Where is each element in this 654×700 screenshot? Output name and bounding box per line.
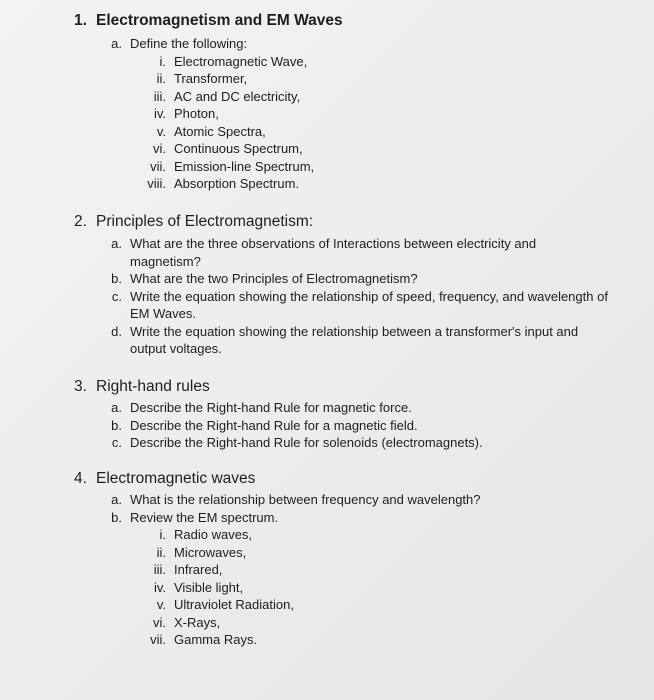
list-text: Describe the Right-hand Rule for solenoids (electromagnets). [130, 435, 483, 450]
list-text: Describe the Right-hand Rule for a magnetic field. [130, 417, 418, 433]
sub-list-text: Visible light, [174, 579, 244, 595]
sub-list-text: Absorption Spectrum. [174, 176, 300, 191]
section-3 [74, 377, 610, 452]
sub-list-text: Radio waves, [174, 527, 253, 542]
sub-list-marker: iv. [153, 579, 166, 595]
sub-list-text: Microwaves, [174, 544, 247, 560]
list-marker: b. [111, 417, 122, 433]
section-number: 3. [74, 378, 87, 395]
section-number: 2. [74, 213, 87, 230]
sub-list-item [74, 53, 343, 71]
list-marker: a. [111, 36, 122, 51]
list-item [74, 491, 610, 509]
sub-list-item [74, 631, 610, 649]
list-text: What are the three observations of Interactions between electricity and magnetism? [130, 236, 537, 269]
section-title: Principles of Electromagnetism: [96, 213, 314, 230]
list-text: Define the following: [130, 36, 248, 51]
sub-list-item [74, 614, 610, 632]
list-item [74, 235, 610, 270]
sub-list-text: X-Rays, [174, 614, 221, 630]
list-marker: b. [111, 509, 122, 525]
list-marker: a. [111, 236, 122, 251]
list-text: Review the EM spectrum. [130, 509, 279, 525]
section-1 [74, 11, 343, 193]
sub-list-item [74, 596, 610, 614]
list-item [74, 509, 610, 527]
sub-list-marker: ii. [156, 544, 166, 560]
list-item [74, 434, 610, 452]
sub-list-marker: iv. [153, 106, 166, 121]
sub-list-item [74, 158, 343, 176]
list-text: What are the two Principles of Electromagnetism? [130, 271, 418, 286]
sub-list-item [74, 175, 343, 193]
section-2 [74, 212, 610, 358]
sub-list-text: Electromagnetic Wave, [174, 53, 308, 69]
sub-list-text: Gamma Rays. [174, 632, 258, 647]
sub-list-item [74, 544, 610, 562]
sub-list-marker: v. [156, 123, 166, 139]
sub-list-item [74, 579, 610, 597]
sub-list-item [74, 123, 343, 141]
section-heading [74, 469, 610, 489]
sub-list-marker: vi. [153, 614, 166, 630]
list-text: Write the equation showing the relationship between a transformer's input and output voltages. [130, 323, 579, 356]
sub-list-marker: vii. [150, 632, 166, 647]
sub-list-marker: ii. [156, 71, 166, 86]
list-text: Write the equation showing the relationship of speed, frequency, and wavelength of EM Waves. [130, 288, 608, 321]
list-text: What is the relationship between frequency and wavelength? [130, 492, 481, 507]
list-marker: a. [111, 400, 122, 415]
section-heading [74, 377, 610, 397]
sub-list-text: Ultraviolet Radiation, [174, 597, 294, 612]
sub-list-item [74, 70, 343, 88]
sub-list-item [74, 140, 343, 158]
list-item [74, 323, 610, 358]
sub-list-text: Emission-line Spectrum, [174, 158, 315, 174]
sub-list-text: Atomic Spectra, [174, 123, 266, 139]
sub-list-marker: vi. [153, 141, 166, 156]
sub-list-text: Transformer, [174, 71, 248, 86]
list-marker: a. [111, 492, 122, 507]
sub-list-marker: i. [159, 527, 166, 542]
sub-list-marker: iii. [153, 562, 166, 577]
sub-list-item [74, 561, 610, 579]
sub-list-marker: viii. [147, 176, 166, 191]
sub-list-item [74, 105, 343, 123]
sub-list-text: Photon, [174, 106, 219, 121]
sub-list-text: Continuous Spectrum, [174, 141, 303, 156]
section-title: Right-hand rules [96, 378, 210, 395]
list-item [74, 288, 610, 323]
section-heading [74, 212, 610, 232]
section-heading [74, 11, 343, 31]
sub-list-text: AC and DC electricity, [174, 88, 301, 104]
list-item [74, 35, 343, 53]
sub-list-marker: v. [156, 597, 166, 612]
list-text: Describe the Right-hand Rule for magnetic force. [130, 400, 412, 415]
sub-list-marker: vii. [150, 158, 166, 174]
sub-list-marker: i. [159, 53, 166, 69]
list-item [74, 399, 610, 417]
sub-list-text: Infrared, [174, 562, 223, 577]
section-number: 4. [74, 470, 87, 487]
sub-list-item [74, 88, 343, 106]
list-item [74, 417, 610, 435]
sub-list-item [74, 526, 610, 544]
sub-list-marker: iii. [153, 88, 166, 104]
list-marker: b. [111, 271, 122, 286]
list-marker: c. [111, 435, 122, 450]
list-item [74, 270, 610, 288]
list-marker: d. [111, 323, 122, 339]
section-title: Electromagnetic waves [96, 470, 256, 487]
section-title: Electromagnetism and EM Waves [96, 12, 343, 29]
section-number: 1. [74, 12, 87, 29]
section-4 [74, 469, 610, 649]
list-marker: c. [111, 288, 122, 304]
